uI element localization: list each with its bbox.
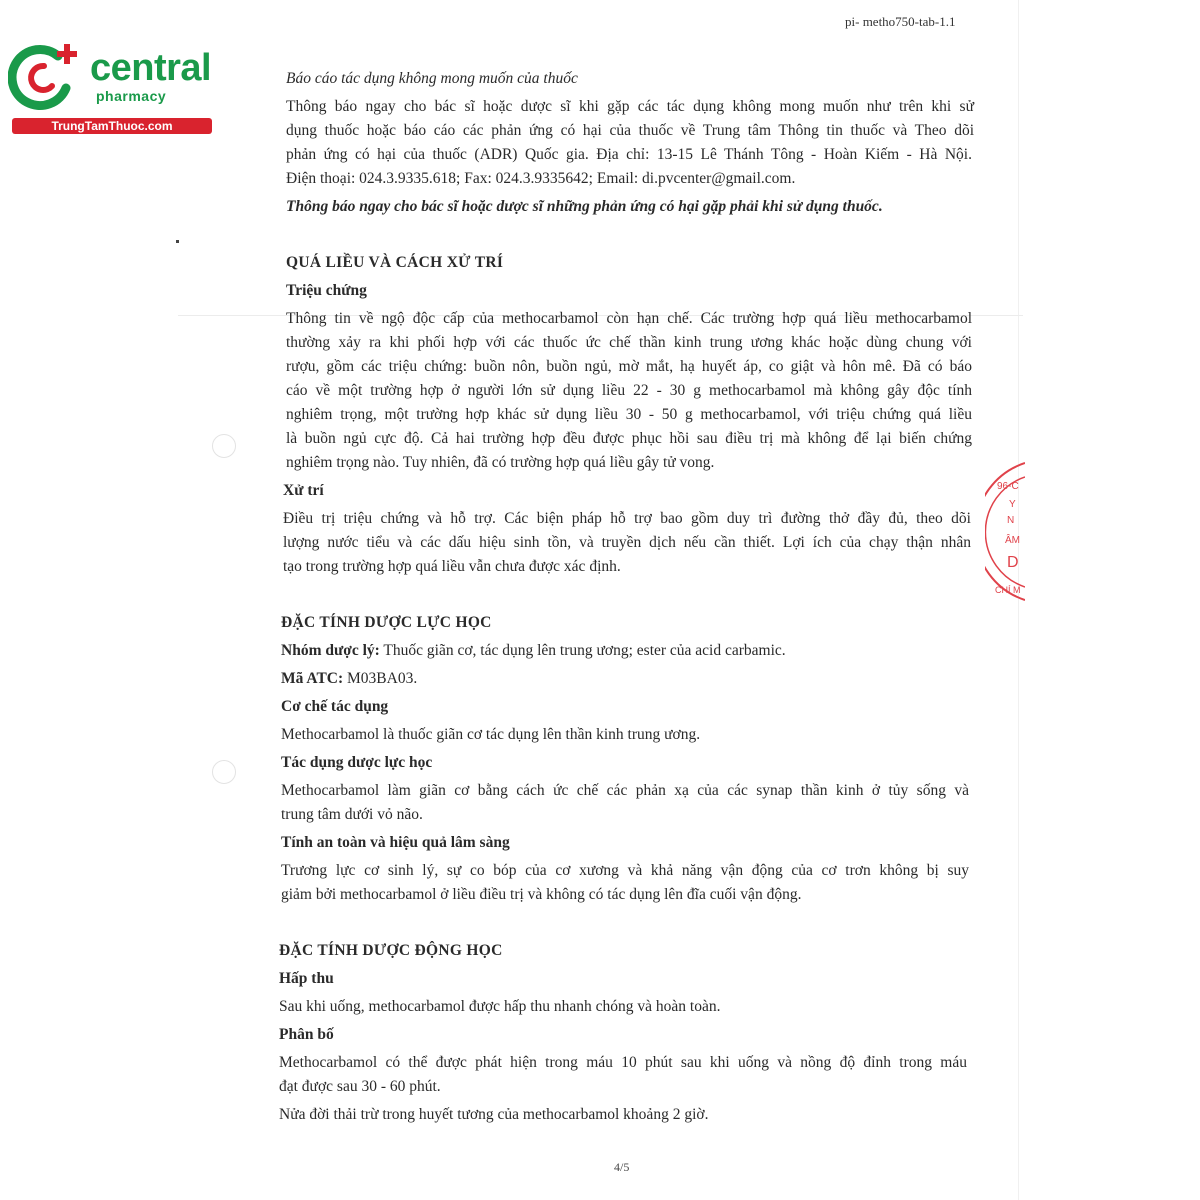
absorption-text: Sau khi uống, methocarbamol được hấp thu nhanh chóng và hoàn toàn. [279,998,721,1015]
absorption-title: Hấp thu [279,970,334,987]
treatment-line: tạo trong trường hợp quá liều vẫn chưa được xác định. [283,558,621,575]
pharmacy-cross-icon [8,36,90,116]
symptoms-line: rượu, gồm các triệu chứng: buồn nôn, buồn ngủ, mờ mắt, hạ huyết áp, co giật và hôn mê. Đã có báo [286,358,972,375]
effect-line: trung tâm dưới vỏ não. [281,806,423,823]
atc-value: M03BA03. [343,670,418,687]
report-line: dụng thuốc hoặc báo cáo các phản ứng có hại của thuốc về Trung tâm Thông tin thuốc và Theo dõi [286,122,974,139]
red-stamp [985,455,1025,605]
report-line: Thông báo ngay cho bác sĩ hoặc dược sĩ khi gặp các tác dụng không mong muốn như trên khi sử [286,98,974,115]
report-contact-line: Điện thoại: 024.3.9335.618; Fax: 024.3.9335642; Email: di.pvcenter@gmail.com. [286,170,796,187]
logo-site: TrungTamThuoc.com [12,118,212,134]
symptoms-line: Thông tin về ngộ độc cấp của methocarbamol còn hạn chế. Các trường hợp quá liều methocarbamol [286,310,972,327]
pharmacodynamics-heading: ĐẶC TÍNH DƯỢC LỰC HỌC [281,614,492,631]
scan-dot [176,240,179,243]
stamp-text: N [1007,515,1015,526]
distribution-title: Phân bố [279,1026,334,1043]
group-label: Nhóm dược lý: [281,642,380,659]
safety-line: Trương lực cơ sinh lý, sự co bóp của cơ xương và khả năng vận động của cơ trơn không bị suy [281,862,969,879]
group-value: Thuốc giãn cơ, tác dụng lên trung ương; ester của acid carbamic. [379,642,786,659]
logo-subtitle: pharmacy [96,88,167,104]
symptoms-line: cáo về một trường hợp ở người lớn sử dụng liều 22 - 30 g methocarbamol mà không gây độc tính [286,382,972,399]
mechanism-title: Cơ chế tác dụng [281,698,389,715]
effect-title: Tác dụng dược lực học [281,754,433,771]
punch-hole-mark [212,434,236,458]
stamp-text: D [1007,554,1019,571]
safety-line: giảm bởi methocarbamol ở liều điều trị và không có tác dụng lên đĩa cuối vận động. [281,886,802,903]
stamp-text: CHÍ M [995,585,1021,595]
pharmacological-group [281,640,786,662]
central-pharmacy-logo[interactable] [8,36,213,136]
page-number: 4/5 [614,1160,630,1174]
distribution-line: Methocarbamol có thể được phát hiện trong máu 10 phút sau khi uống và nồng độ đỉnh trong máu [279,1054,967,1071]
overdose-heading: QUÁ LIỀU VÀ CÁCH XỬ TRÍ [286,254,504,271]
stamp-text: 96-C [997,481,1019,492]
stamp-text: Y [1009,499,1016,510]
report-title: Báo cáo tác dụng không mong muốn của thuốc [286,70,578,87]
atc-label: Mã ATC: [281,670,344,687]
atc-code [281,668,417,690]
safety-title: Tính an toàn và hiệu quả lâm sàng [281,834,510,851]
logo-brand: central [90,47,212,89]
symptoms-line: thường xảy ra khi phối hợp với các thuốc ức chế thần kinh trung ương khác hoặc dùng chung với [286,334,972,351]
report-line: phản ứng có hại của thuốc (ADR) Quốc gia. Địa chỉ: 13-15 Lê Thánh Tông - Hoàn Kiếm - Hà Nội. [286,146,972,163]
treatment-line: lượng nước tiểu và các dấu hiệu sinh tồn, và truyền dịch nếu cần thiết. Lợi ích của chạy thận nhân [283,534,971,551]
document-id: pi- metho750-tab-1.1 [845,14,956,29]
report-warning: Thông báo ngay cho bác sĩ hoặc dược sĩ những phản ứng có hại gặp phải khi sử dụng thuốc. [286,198,883,215]
mechanism-text: Methocarbamol là thuốc giãn cơ tác dụng lên thần kinh trung ương. [281,726,701,743]
symptoms-line: nghiêm trọng, một trường hợp khác sử dụng liều 30 - 50 g methocarbamol, với triệu chứng quá liều [286,406,972,423]
distribution-line: đạt được sau 30 - 60 phút. [279,1078,441,1095]
symptoms-line: là buồn ngủ cực độ. Cả hai trường hợp đều được phục hồi sau điều trị mà không để lại biến chứng [286,430,972,447]
symptoms-line: nghiêm trọng nào. Tuy nhiên, đã có trường hợp quá liều gây tử vong. [286,454,715,471]
half-life-line: Nửa đời thải trừ trong huyết tương của methocarbamol khoảng 2 giờ. [279,1106,709,1123]
effect-line: Methocarbamol làm giãn cơ bằng cách ức chế các phản xạ của các synap thần kinh ở tủy sống và [281,782,969,799]
treatment-line: Điều trị triệu chứng và hỗ trợ. Các biện pháp hỗ trợ bao gồm duy trì đường thở đầy đủ, theo dõi [283,510,971,527]
pharmacokinetics-heading: ĐẶC TÍNH DƯỢC ĐỘNG HỌC [279,942,503,959]
stamp-text: ÂM [1005,535,1020,546]
treatment-title: Xử trí [283,482,324,499]
symptoms-title: Triệu chứng [286,282,367,299]
punch-hole-mark [212,760,236,784]
